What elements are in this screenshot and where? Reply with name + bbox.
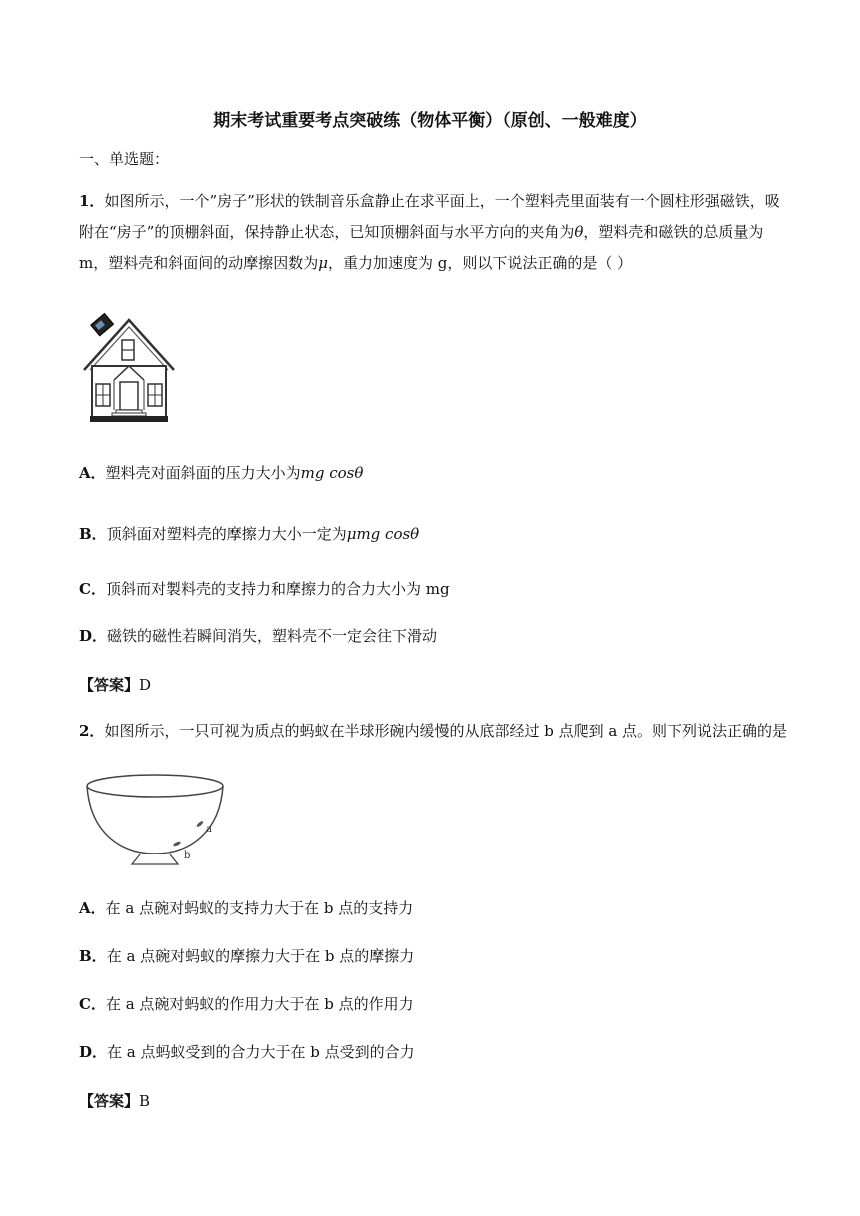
question-2-number: 2． [79,722,105,740]
ant-icon [173,820,204,847]
question-1-number: 1． [79,192,105,210]
question-1-line-2: 附在“房子”的顶棚斜面，保持静止状态，已知顶棚斜面与水平方向的夹角为θ，塑料壳和磁铁的总质量为 [79,223,764,241]
question-2-stem [79,716,789,747]
document-title: 期末考试重要考点突破练（物体平衡）（原创、一般难度） [213,111,647,131]
question-1-line-3: m，塑料壳和斜面间的动摩擦因数为μ，重力加速度为 g，则以下说法正确的是（ ） [79,254,633,272]
point-b-label: b [184,850,191,861]
question-2-option-a[interactable]: A．在 a 点碗对蚂蚁的支持力大于在 b 点的支持力 [79,899,414,917]
question-2-answer: 【答案】B [79,1092,151,1110]
question-1-option-c[interactable]: C．顶斜而对製料壳的支持力和摩擦力的合力大小为 mg [79,580,450,598]
mu-symbol: μ [318,254,328,272]
question-2-line-1: 2．如图所示，一只可视为质点的蚂蚁在半球形碗内缓慢的从底部经过 b 点爬到 a 点。则下列说法正确的是 [79,722,788,740]
question-1-option-a[interactable]: A．塑料壳对面斜面的压力大小为mg cosθ [79,464,364,482]
house-music-box-figure [82,312,182,424]
magnet-shell-icon [91,313,114,335]
question-1-line-1: 1．如图所示，一个”房子”形状的铁制音乐盒静止在求平面上，一个塑料壳里面装有一个圆柱形强磁铁，吸 [79,192,780,210]
theta-symbol: θ [574,223,584,241]
question-1-answer: 【答案】D [79,676,152,694]
question-1-stem [79,186,789,279]
question-1-option-d[interactable]: D．磁铁的磁性若瞬间消失，塑料壳不一定会往下滑动 [79,627,438,645]
question-2-option-b[interactable]: B．在 a 点碗对蚂蚁的摩擦力大于在 b 点的摩擦力 [79,947,415,965]
section-heading: 一、单选题： [79,150,170,168]
point-a-label: a [206,824,212,835]
hemispherical-bowl-figure [80,772,230,868]
question-1-option-b[interactable]: B．顶斜面对塑料壳的摩擦力大小一定为μmg cosθ [79,525,420,543]
question-2-option-c[interactable]: C．在 a 点碗对蚂蚁的作用力大于在 b 点的作用力 [79,995,414,1013]
question-2-option-d[interactable]: D．在 a 点蚂蚁受到的合力大于在 b 点受到的合力 [79,1043,415,1061]
